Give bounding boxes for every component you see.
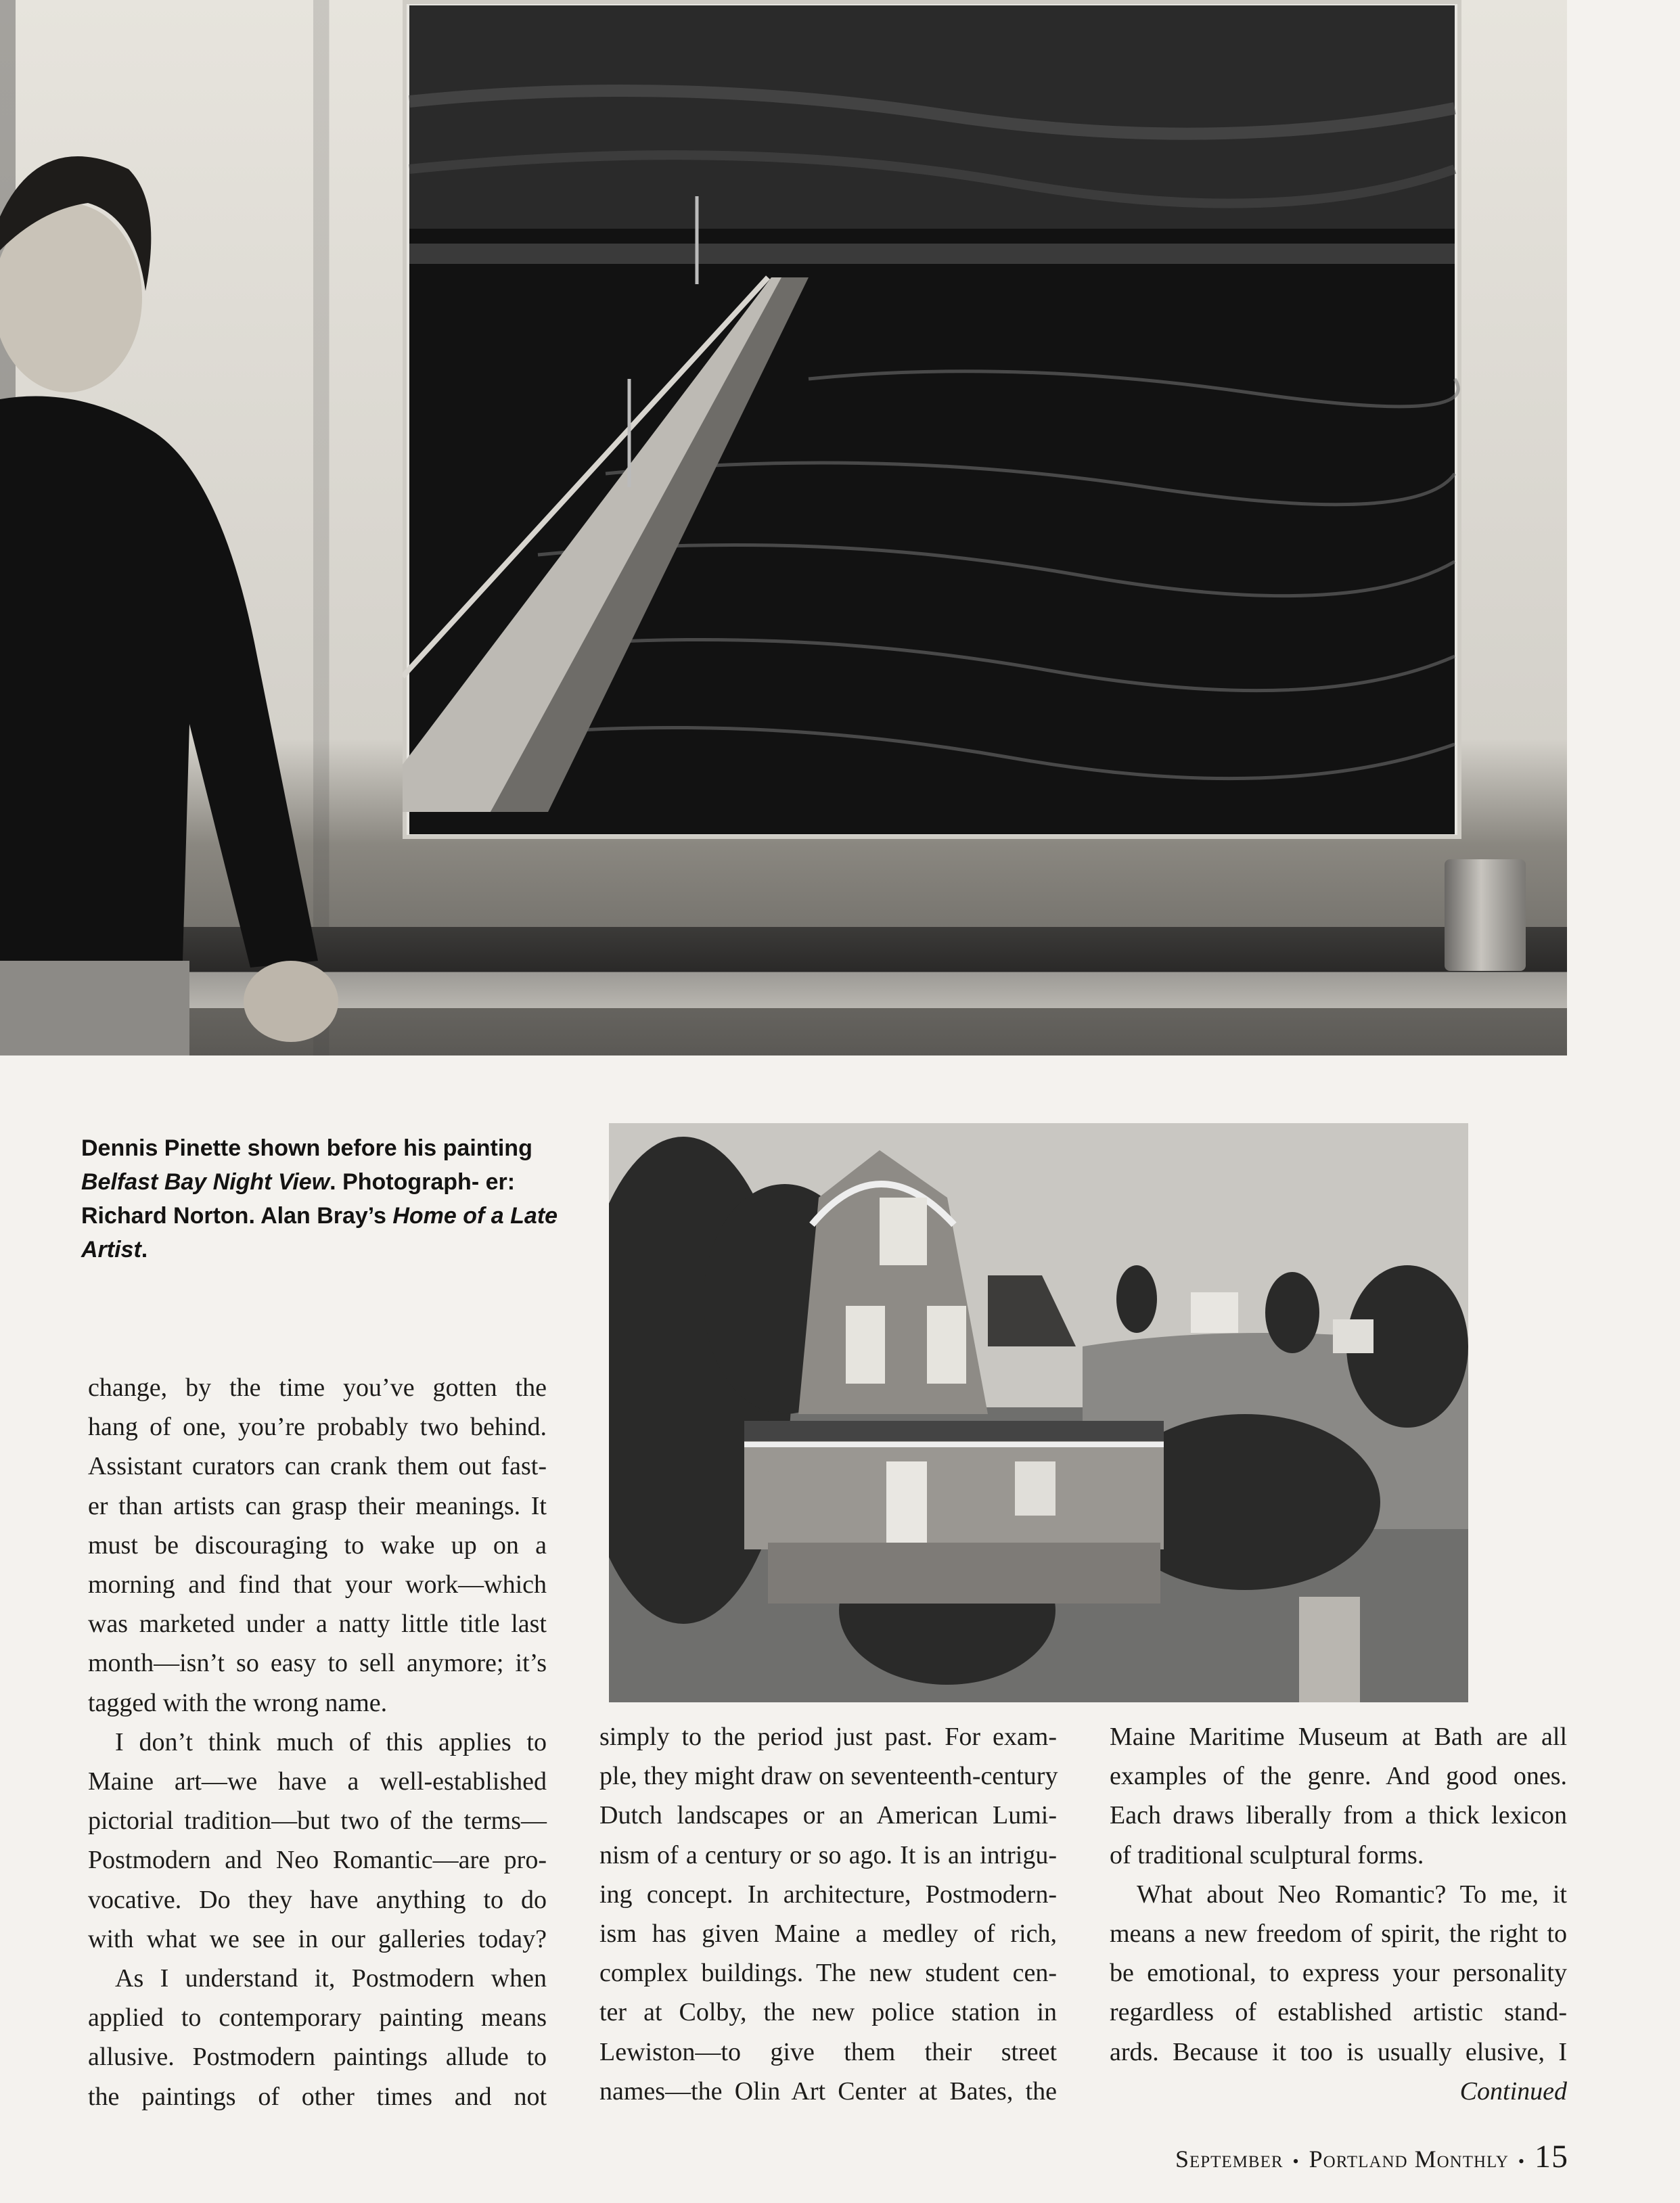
caption-text-3: . bbox=[141, 1237, 148, 1263]
text-line: Each draws liberally from a thick lexicon bbox=[1110, 1801, 1567, 1830]
text-line: What about Neo Romantic? To me, it bbox=[1137, 1880, 1567, 1909]
text-line: examples of the genre. And good ones. bbox=[1110, 1762, 1567, 1791]
text-line: Postmodern and Neo Romantic—are pro- bbox=[88, 1846, 547, 1875]
text-line: Dutch landscapes or an American Lumi- bbox=[599, 1801, 1057, 1830]
text-line: names—the Olin Art Center at Bates, the bbox=[599, 2076, 1057, 2106]
text-line: nism of a century or so ago. It is an intrigu- bbox=[599, 1840, 1057, 1869]
text-line: As I understand it, Postmodern when bbox=[115, 1964, 547, 1993]
text-line: was marketed under a natty little title last bbox=[88, 1610, 547, 1639]
brush-jar bbox=[1445, 859, 1526, 971]
footer-month: September bbox=[1175, 2145, 1284, 2173]
text-line: the paintings of other times and not bbox=[88, 2082, 547, 2111]
text-line: ing concept. In architecture, Postmodern- bbox=[599, 1880, 1057, 1909]
painting-belfast-bay-night-view bbox=[403, 0, 1461, 839]
caption-text-2: . Photograph- er: Richard Norton. Alan Bray’s bbox=[81, 1169, 516, 1229]
text-line: be emotional, to express your personality bbox=[1110, 1959, 1567, 1988]
page-number: 15 bbox=[1535, 2139, 1568, 2175]
text-line: er than artists can grasp their meanings. It bbox=[88, 1491, 547, 1520]
text-line: pictorial tradition—but two of the terms— bbox=[88, 1807, 547, 1836]
text-line: hang of one, you’re probably two behind. bbox=[88, 1413, 547, 1442]
caption-painting-title: Belfast Bay Night View bbox=[81, 1169, 330, 1195]
text-line: Maine art—we have a well-established bbox=[88, 1767, 547, 1796]
text-line: must be discouraging to wake up on a bbox=[88, 1530, 547, 1560]
article-column-1 bbox=[88, 1368, 547, 2116]
footer-magazine-name: Portland Monthly bbox=[1309, 2145, 1509, 2173]
text-line: with what we see in our galleries today? bbox=[88, 1924, 547, 1953]
text-line: regardless of established artistic stand- bbox=[1110, 1998, 1567, 2027]
text-line: vocative. Do they have anything to do bbox=[88, 1885, 547, 1914]
page-footer bbox=[1175, 2138, 1568, 2175]
text-line: applied to contemporary painting means bbox=[88, 2003, 547, 2032]
text-line: morning and find that your work—which bbox=[88, 1570, 547, 1599]
footer-bullet: • bbox=[1518, 2152, 1525, 2171]
text-line: ple, they might draw on seventeenth-century bbox=[599, 1762, 1058, 1791]
article-column-2 bbox=[599, 1717, 1057, 2111]
text-line: Assistant curators can crank them out fast- bbox=[88, 1452, 547, 1481]
continued-label: Continued bbox=[1459, 2076, 1567, 2106]
text-line: Maine Maritime Museum at Bath are all bbox=[1110, 1723, 1567, 1751]
text-line: simply to the period just past. For exam- bbox=[599, 1723, 1057, 1751]
text-line: ter at Colby, the new police station in bbox=[599, 1998, 1057, 2027]
caption-text-1: Dennis Pinette shown before his painting bbox=[81, 1135, 532, 1161]
text-line: Lewiston—to give them their street bbox=[599, 2037, 1057, 2066]
painting-home-of-a-late-artist bbox=[609, 1123, 1468, 1702]
text-line: month—isn’t so easy to sell anymore; it’s bbox=[88, 1649, 547, 1678]
text-line: ards. Because it too is usually elusive, I bbox=[1110, 2037, 1567, 2066]
text-line: complex buildings. The new student cen- bbox=[599, 1959, 1057, 1988]
text-line: change, by the time you’ve gotten the bbox=[88, 1373, 547, 1402]
article-column-3 bbox=[1110, 1717, 1567, 2111]
text-line: allusive. Postmodern paintings allude to bbox=[88, 2043, 547, 2072]
text-line: I don’t think much of this applies to bbox=[115, 1727, 547, 1756]
photo-caption bbox=[81, 1131, 563, 1267]
text-line: means a new freedom of spirit, the right to bbox=[1110, 1920, 1567, 1949]
footer-bullet: • bbox=[1292, 2152, 1300, 2171]
work-table bbox=[162, 927, 1567, 1008]
text-line: ism has given Maine a medley of rich, bbox=[599, 1920, 1057, 1949]
artist-figure bbox=[0, 115, 352, 1055]
text-line: of traditional sculptural forms. bbox=[1110, 1840, 1424, 1869]
text-line: tagged with the wrong name. bbox=[88, 1688, 388, 1717]
photo-artist-with-painting bbox=[0, 0, 1567, 1055]
caption-artwork-title: Home of a Late Artist bbox=[81, 1203, 558, 1263]
